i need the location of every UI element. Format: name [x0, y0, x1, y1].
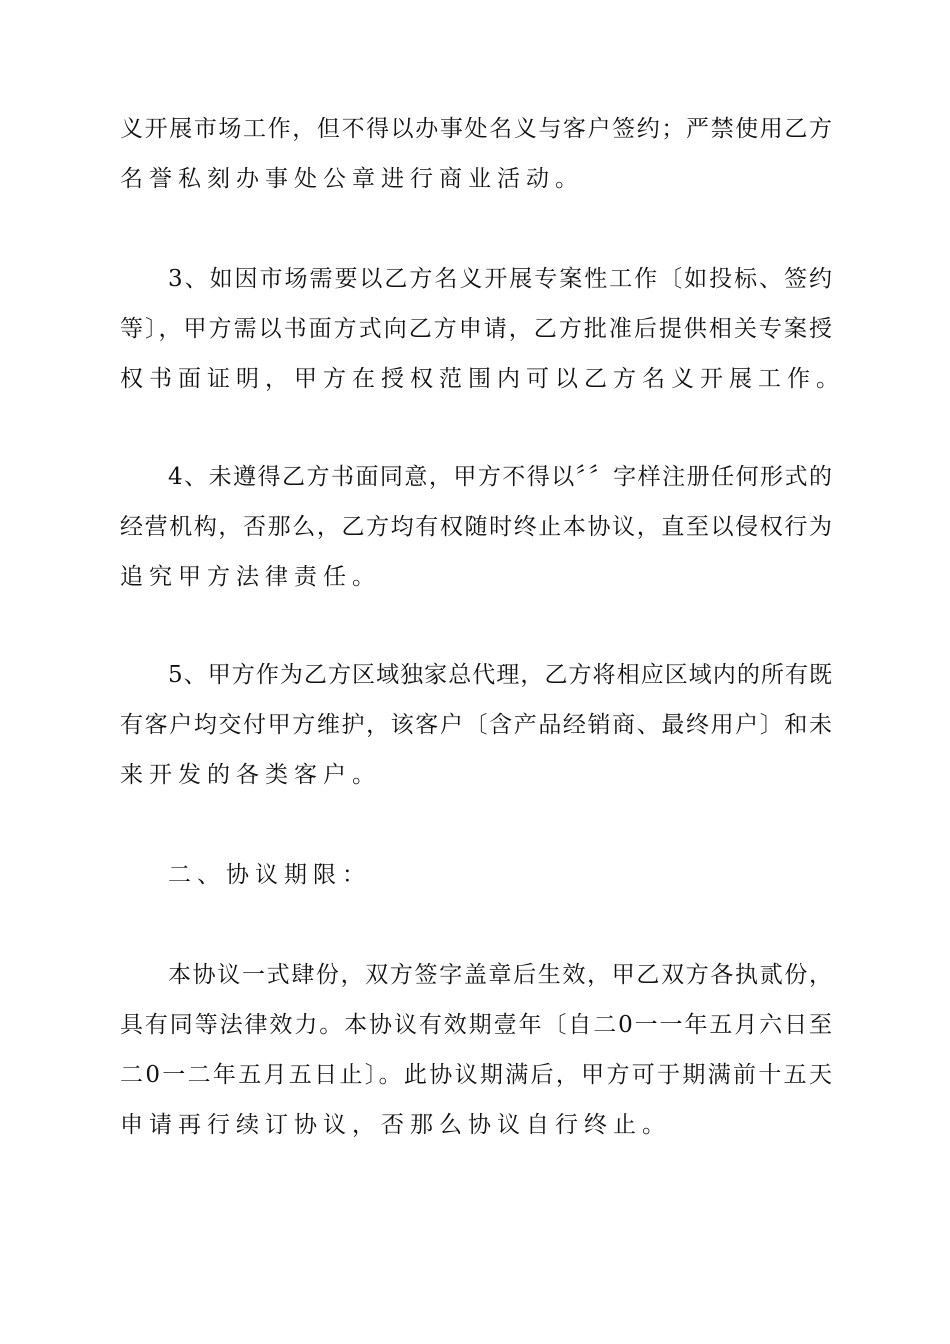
clause-4-line-3: 追究甲方法律责任。	[120, 564, 381, 590]
paragraph-1-line-1: 义开展市场工作，但不得以办事处名义与客户签约；严禁使用乙方	[120, 116, 832, 142]
paragraph-1-line-2: 名誉私刻办事处公章进行商业活动。	[120, 166, 584, 192]
term-paragraph-line-3: 二0一二年五月五日止〕。此协议期满后，甲方可于期满前十五天	[120, 1062, 832, 1088]
clause-4-line-2: 经营机构，否那么，乙方均有权随时终止本协议，直至以侵权行为	[120, 514, 832, 540]
clause-3-line-3: 权书面证明，甲方在授权范围内可以乙方名义开展工作。	[120, 366, 845, 392]
clause-3-line-1: 3、如因市场需要以乙方名义开展专案性工作〔如投标、签约	[168, 266, 832, 292]
term-paragraph-line-2: 具有同等法律效力。本协议有效期壹年〔自二0一一年五月六日至	[120, 1012, 832, 1038]
term-paragraph-line-4: 申请再行续订协议，否那么协议自行终止。	[120, 1112, 671, 1138]
term-paragraph-line-1: 本协议一式肆份，双方签字盖章后生效，甲乙双方各执贰份，	[168, 962, 832, 988]
clause-3-line-2: 等〕，甲方需以书面方式向乙方申请，乙方批准后提供相关专案授	[120, 316, 832, 342]
clause-5-line-3: 来开发的各类客户。	[120, 762, 381, 788]
clause-4-line-1: 4、未遵得乙方书面同意，甲方不得以〞〞字样注册任何形式的	[168, 464, 832, 490]
section-heading-agreement-term: 二、协议期限：	[168, 862, 371, 888]
clause-5-line-2: 有客户均交付甲方维护，该客户〔含产品经销商、最终用户〕和未	[120, 712, 832, 738]
clause-5-line-1: 5、甲方作为乙方区域独家总代理，乙方将相应区域内的所有既	[168, 662, 832, 688]
